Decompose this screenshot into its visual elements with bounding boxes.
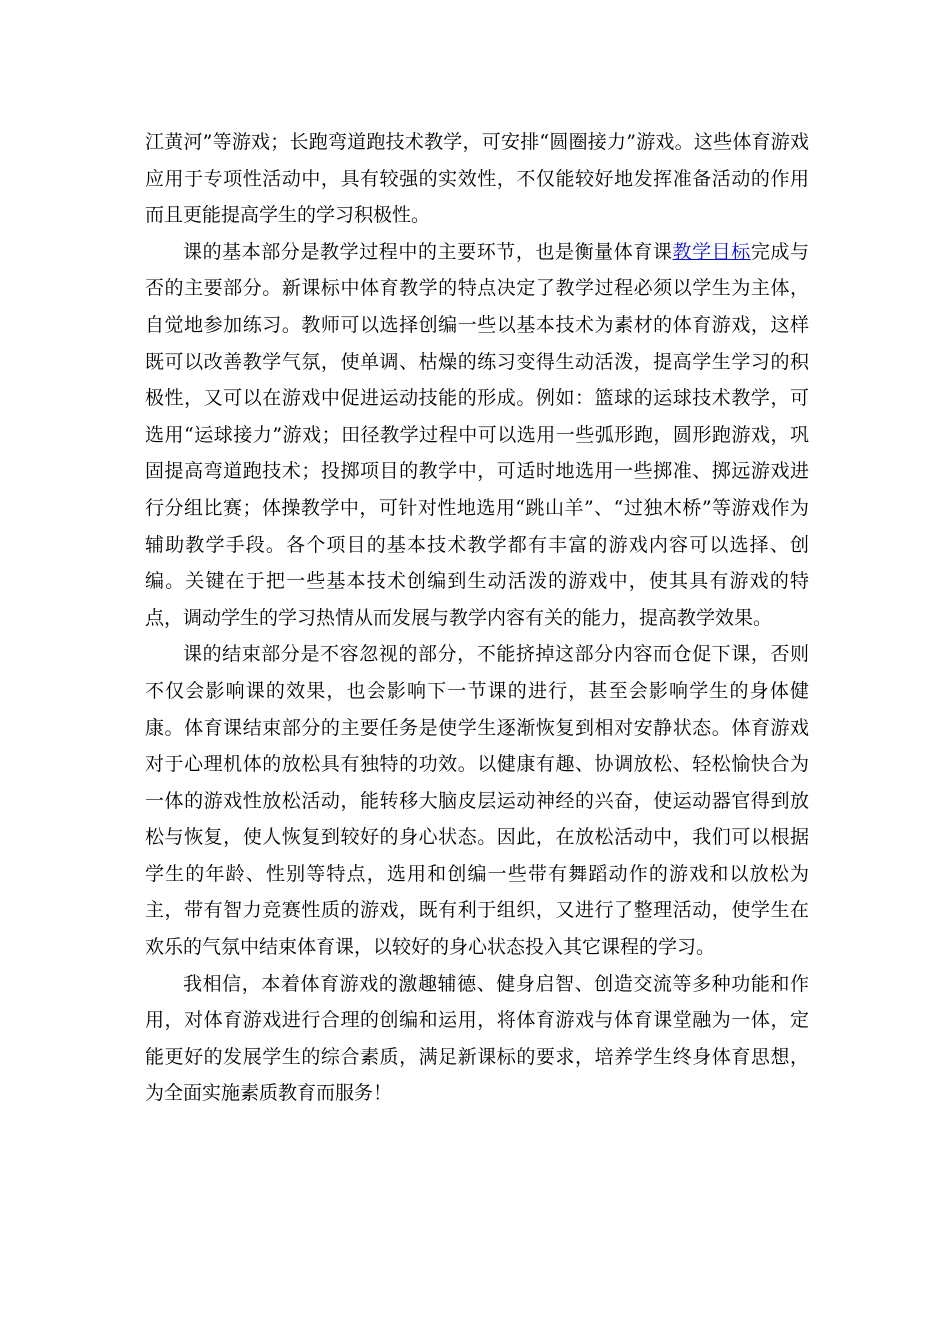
- paragraph-text: 课的结束部分是不容忽视的部分，不能挤掉这部分内容而仓促下课，否则不仅会影响课的效果，也会影响下一节课的进行，甚至会影响学生的身体健康。体育课结束部分的主要任务是使学生逐渐恢复到相对安静状态。体育游戏对于心理机体的放松具有独特的功效。以健康有趣、协调放松、轻松愉快合为一体的游戏性放松活动，能转移大脑皮层运动神经的兴奋，使运动器官得到放松与恢复，使人恢复到较好的身心状态。因此，在放松活动中，我们可以根据学生的年龄、性别等特点，选用和创编一些带有舞蹈动作的游戏和以放松为主，带有智力竞赛性质的游戏，既有利于组织，又进行了整理活动，使学生在欢乐的气氛中结束体育课，以较好的身心状态投入其它课程的学习。: [145, 643, 809, 959]
- body-paragraph: [145, 124, 809, 234]
- document-body: [145, 124, 809, 1112]
- inline-link[interactable]: 教学目标: [672, 240, 751, 263]
- body-paragraph: [145, 636, 809, 965]
- body-paragraph: [145, 234, 809, 637]
- body-paragraph: [145, 966, 809, 1112]
- paragraph-text: 江黄河”等游戏；长跑弯道跑技术教学，可安排“圆圈接力”游戏。这些体育游戏应用于专项性活动中，具有较强的实效性，不仅能较好地发挥准备活动的作用而且更能提高学生的学习积极性。: [145, 131, 809, 227]
- paragraph-text: 完成与否的主要部分。新课标中体育教学的特点决定了教学过程必须以学生为主体，自觉地参加练习。教师可以选择创编一些以基本技术为素材的体育游戏，这样既可以改善教学气氛，使单调、枯燥的练习变得生动活泼，提高学生学习的积极性，又可以在游戏中促进运动技能的形成。例如：篮球的运球技术教学，可选用“运球接力”游戏；田径教学过程中可以选用一些弧形跑，圆形跑游戏，巩固提高弯道跑技术；投掷项目的教学中，可适时地选用一些掷准、掷远游戏进行分组比赛；体操教学中，可针对性地选用“跳山羊”、“过独木桥”等游戏作为辅助教学手段。各个项目的基本技术教学都有丰富的游戏内容可以选择、创编。关键在于把一些基本技术创编到生动活泼的游戏中，使其具有游戏的特点，调动学生的学习热情从而发展与教学内容有关的能力，提高教学效果。: [145, 240, 809, 629]
- paragraph-text: 课的基本部分是教学过程中的主要环节，也是衡量体育课: [183, 240, 673, 263]
- paragraph-text: 我相信，本着体育游戏的激趣辅德、健身启智、创造交流等多种功能和作用，对体育游戏进行合理的创编和运用，将体育游戏与体育课堂融为一体，定能更好的发展学生的综合素质，满足新课标的要求，培养学生终身体育思想，为全面实施素质教育而服务！: [145, 972, 809, 1105]
